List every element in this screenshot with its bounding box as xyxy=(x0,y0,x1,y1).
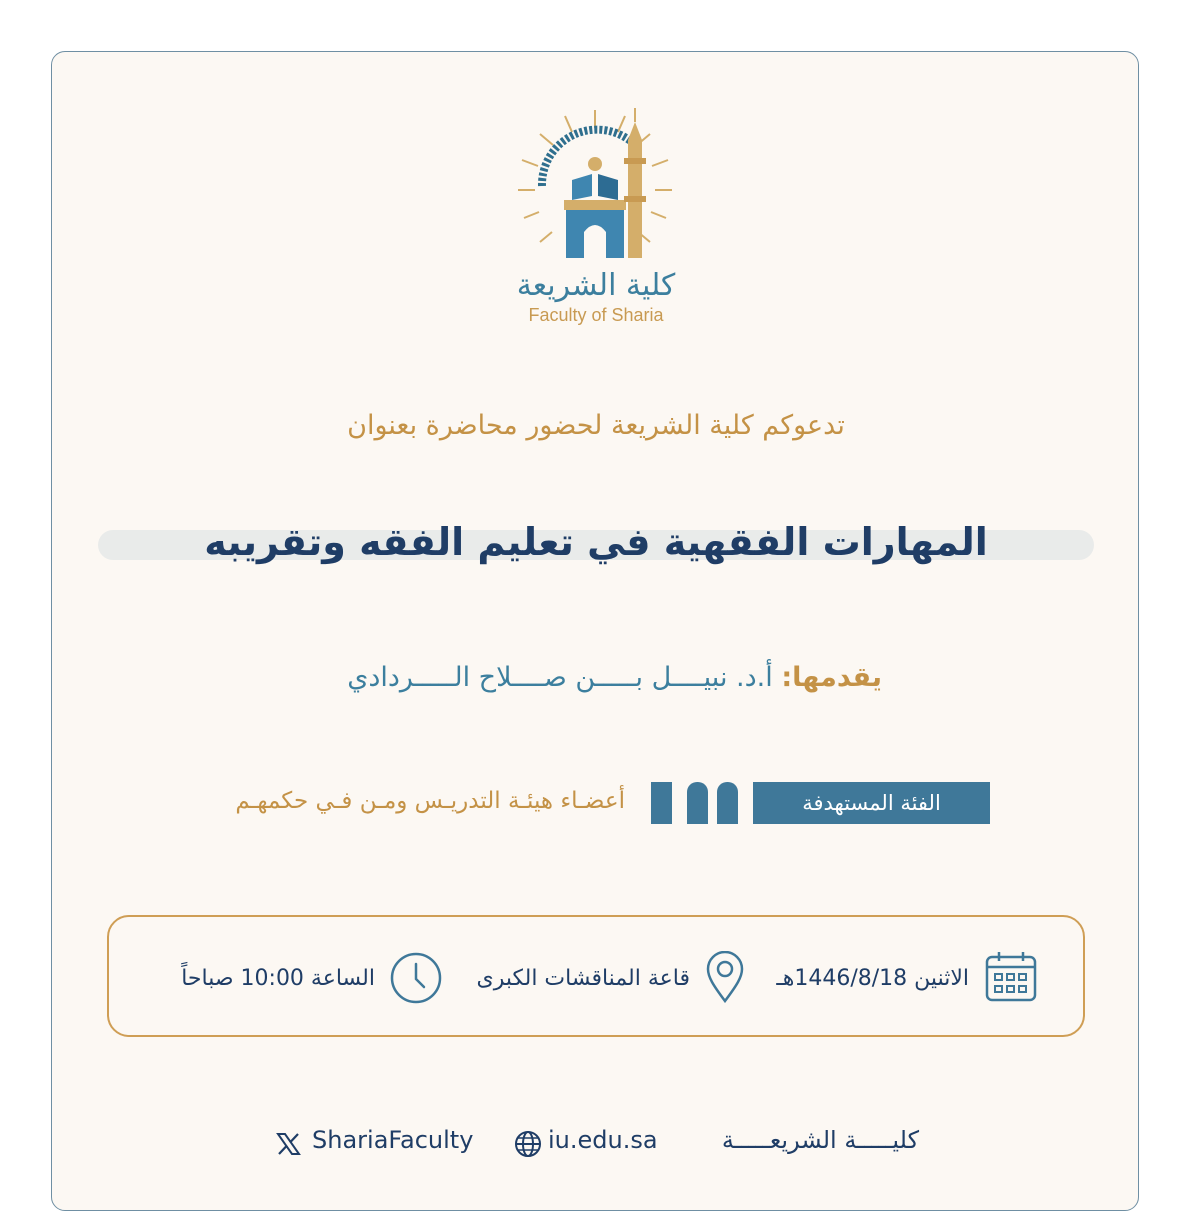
presenter-name: أ.د. نبيــــل بـــــن صــــلاح الـــــردادي xyxy=(347,662,773,693)
logo-english-name: Faculty of Sharia xyxy=(528,305,664,325)
decor-bar xyxy=(717,782,738,824)
event-time: الساعة 10:00 صباحاً xyxy=(181,966,375,991)
calendar-icon xyxy=(984,951,1038,1003)
footer-website-link[interactable]: iu.edu.sa xyxy=(548,1126,658,1154)
presenter-label: يقدمها: xyxy=(781,662,882,693)
target-audience-value: أعضـاء هيئـة التدريـس ومـن فـي حكمهـم xyxy=(235,788,625,814)
footer-x-handle[interactable]: ShariaFaculty xyxy=(312,1126,474,1154)
globe-icon xyxy=(514,1130,542,1158)
decor-bar xyxy=(687,782,708,824)
footer-faculty: كليـــــة الشريعـــــة xyxy=(721,1126,919,1154)
lecture-title: المهارات الفقهية في تعليم الفقه وتقريبه xyxy=(204,520,988,564)
clock-icon xyxy=(389,951,443,1005)
decor-bar xyxy=(651,782,672,824)
location-pin-icon xyxy=(705,951,745,1003)
logo-arabic-name: كلية الشريعة xyxy=(516,268,676,303)
invitation-text: تدعوكم كلية الشريعة لحضور محاضرة بعنوان xyxy=(347,410,845,441)
target-audience-label: الفئة المستهدفة xyxy=(753,782,990,824)
x-logo-icon xyxy=(276,1132,301,1156)
event-location: قاعة المناقشات الكبرى xyxy=(476,966,690,991)
event-date: الاثنين 1446/8/18هـ xyxy=(776,966,969,991)
presenter-line xyxy=(200,662,882,693)
faculty-logo xyxy=(510,100,680,290)
